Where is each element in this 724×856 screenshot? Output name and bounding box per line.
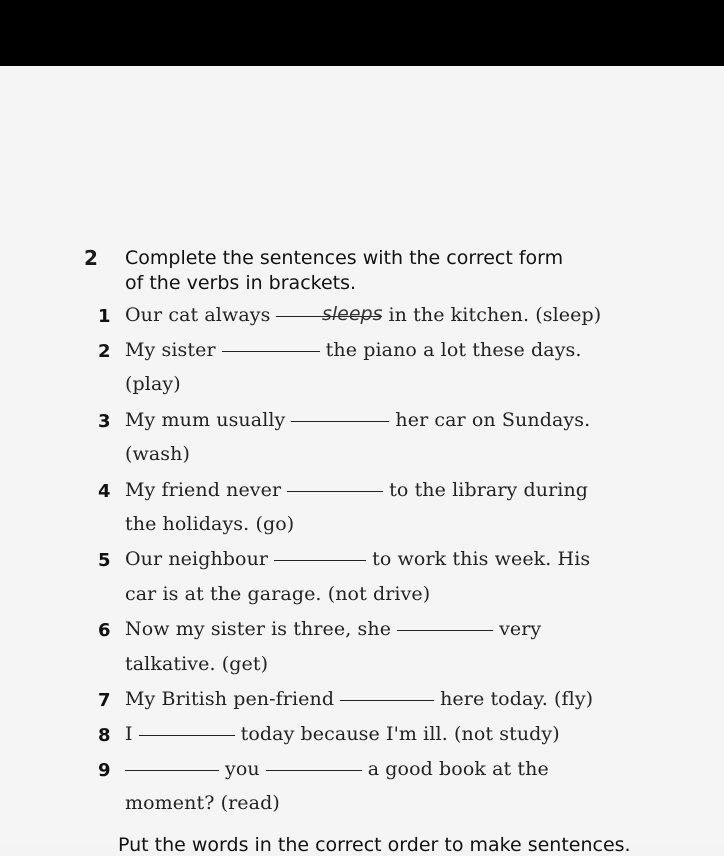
sentence-line	[125, 758, 549, 780]
sentence-text: a good book at the	[367, 758, 549, 780]
sentence-text: Our neighbour	[125, 548, 269, 570]
sentence-text: very	[499, 618, 542, 640]
sentence-line	[125, 479, 588, 501]
item-number: 3	[98, 411, 111, 432]
item-number: 7	[98, 690, 111, 711]
sentence-line	[125, 618, 541, 640]
item-number: 2	[98, 341, 111, 362]
next-exercise-cutoff	[118, 834, 658, 856]
answer-blank[interactable]	[139, 734, 235, 736]
sentence-text: today because I'm ill. (not study)	[240, 723, 560, 745]
sentence-text: I	[125, 723, 133, 745]
sentence-line: (play)	[125, 373, 181, 395]
sentence-text: Our cat always	[125, 304, 271, 326]
sentence-line	[125, 339, 582, 361]
item-number: 8	[98, 725, 111, 746]
sentence-line	[125, 688, 593, 710]
sentence-line: car is at the garage. (not drive)	[125, 583, 431, 605]
answer-blank[interactable]	[397, 629, 493, 631]
sentence-text: here today. (fly)	[440, 688, 594, 710]
handwritten-answer: sleeps	[322, 303, 383, 325]
answer-blank[interactable]	[125, 769, 219, 771]
sentence-text: My British pen-friend	[125, 688, 335, 710]
top-black-bar	[0, 0, 724, 66]
sentence-text: in the kitchen. (sleep)	[388, 304, 602, 326]
answer-blank[interactable]	[291, 420, 389, 422]
sentence-line	[125, 409, 590, 431]
sentence-text: the piano a lot these days.	[325, 339, 582, 361]
answer-blank[interactable]	[274, 559, 366, 561]
sentence-text: My friend never	[125, 479, 282, 501]
sentence-text: her car on Sundays.	[395, 409, 591, 431]
instruction-line-2: of the verbs in brackets.	[125, 272, 357, 294]
sentence-text: Now my sister is three, she	[125, 618, 392, 640]
exercise-number: 2	[84, 246, 98, 270]
item-number: 4	[98, 481, 111, 502]
sentence-text: to work this week. His	[372, 548, 591, 570]
sentence-line: talkative. (get)	[125, 653, 269, 675]
answer-blank[interactable]	[340, 699, 434, 701]
instruction-line-1: Complete the sentences with the correct form	[125, 247, 564, 269]
item-number: 5	[98, 550, 111, 571]
item-number: 9	[98, 760, 111, 781]
sentence-text: My sister	[125, 339, 216, 361]
answer-blank[interactable]	[222, 350, 320, 352]
sentence-text: you	[225, 758, 260, 780]
item-number: 1	[98, 306, 111, 327]
answer-blank[interactable]	[266, 769, 362, 771]
sentence-text: to the library during	[389, 479, 589, 501]
item-number: 6	[98, 620, 111, 641]
sentence-line: moment? (read)	[125, 792, 280, 814]
answer-blank[interactable]	[287, 490, 383, 492]
sentence-line: the holidays. (go)	[125, 513, 295, 535]
sentence-line	[125, 723, 560, 745]
sentence-text: My mum usually	[125, 409, 286, 431]
sentence-line: (wash)	[125, 443, 191, 465]
next-exercise-text: Put the words in the correct order to make sentences.	[118, 834, 631, 856]
sentence-line	[125, 548, 590, 570]
